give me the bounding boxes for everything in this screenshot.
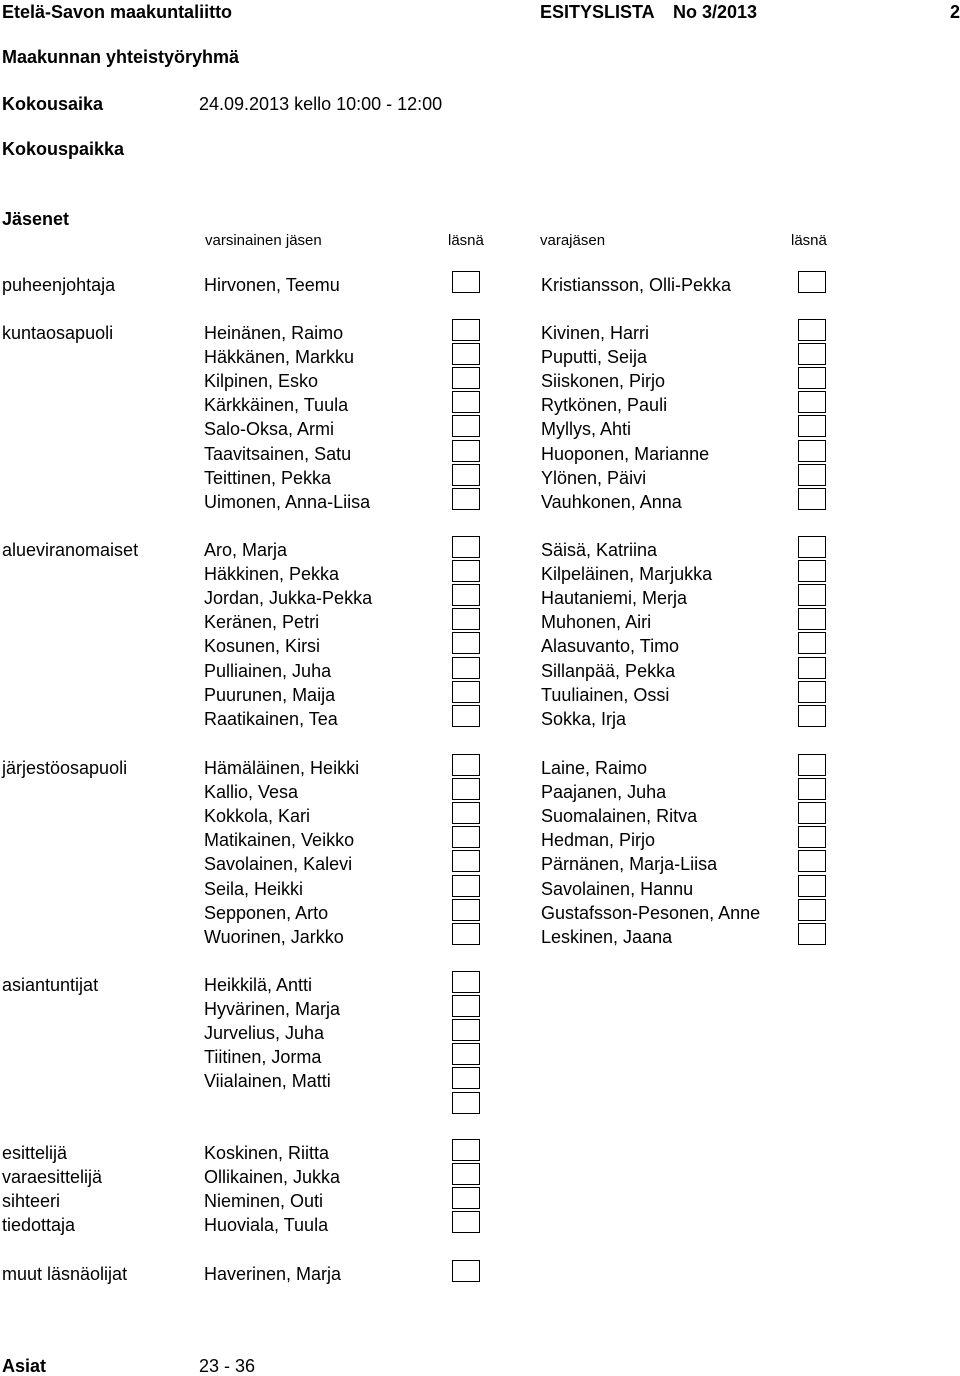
member-name: Taavitsainen, Satu <box>204 443 352 464</box>
meeting-time-label: Kokousaika <box>2 94 104 114</box>
deputy-present-checkbox[interactable] <box>798 681 826 703</box>
deputy-name: Vauhkonen, Anna <box>541 491 682 512</box>
col-header-deputy: varajäsen <box>540 232 606 249</box>
deputy-name: Muhonen, Airi <box>541 612 652 633</box>
deputy-present-checkbox[interactable] <box>798 343 826 365</box>
deputy-present-checkbox[interactable] <box>798 271 826 293</box>
member-name: Salo-Oksa, Armi <box>204 419 335 440</box>
deputy-name: Hedman, Pirjo <box>541 830 656 851</box>
deputy-name: Huoponen, Marianne <box>541 443 710 464</box>
deputy-name: Rytkönen, Pauli <box>541 395 668 416</box>
staff-present-checkbox[interactable] <box>452 1163 480 1185</box>
member-present-checkbox[interactable] <box>452 681 480 703</box>
col-header-present-deputy: läsnä <box>791 232 827 249</box>
member-present-checkbox[interactable] <box>452 464 480 486</box>
member-name: Hämäläinen, Heikki <box>204 758 360 778</box>
deputy-present-checkbox[interactable] <box>798 899 826 921</box>
deputy-name: Säisä, Katriina <box>541 540 658 560</box>
deputy-name: Puputti, Seija <box>541 347 648 368</box>
member-present-checkbox[interactable] <box>452 1092 480 1114</box>
member-present-checkbox[interactable] <box>452 584 480 606</box>
deputy-name: Savolainen, Hannu <box>541 878 694 899</box>
deputy-present-checkbox[interactable] <box>798 778 826 800</box>
staff-present-checkbox[interactable] <box>452 1187 480 1209</box>
member-present-checkbox[interactable] <box>452 899 480 921</box>
member-name: Hyvärinen, Marja <box>204 999 341 1020</box>
member-present-checkbox[interactable] <box>452 415 480 437</box>
member-name: Heikkilä, Antti <box>204 975 313 995</box>
deputy-present-checkbox[interactable] <box>798 319 826 341</box>
page-number: 2 <box>950 2 960 22</box>
meeting-place-label: Kokouspaikka <box>2 139 125 159</box>
deputy-name: Suomalainen, Ritva <box>541 806 698 827</box>
deputy-name: Paajanen, Juha <box>541 782 667 803</box>
deputy-present-checkbox[interactable] <box>798 536 826 558</box>
staff-role: varaesittelijä <box>2 1167 103 1188</box>
member-name: Häkkinen, Pekka <box>204 564 340 585</box>
group-label: alueviranomaiset <box>2 540 139 560</box>
member-present-checkbox[interactable] <box>452 923 480 945</box>
member-present-checkbox[interactable] <box>452 778 480 800</box>
member-name: Kosunen, Kirsi <box>204 636 321 657</box>
deputy-present-checkbox[interactable] <box>798 826 826 848</box>
member-present-checkbox[interactable] <box>452 632 480 654</box>
deputy-present-checkbox[interactable] <box>798 632 826 654</box>
deputy-present-checkbox[interactable] <box>798 584 826 606</box>
member-present-checkbox[interactable] <box>452 271 480 293</box>
deputy-present-checkbox[interactable] <box>798 608 826 630</box>
member-present-checkbox[interactable] <box>452 657 480 679</box>
deputy-present-checkbox[interactable] <box>798 415 826 437</box>
deputy-present-checkbox[interactable] <box>798 657 826 679</box>
group-label: kuntaosapuoli <box>2 323 114 343</box>
others-name: Haverinen, Marja <box>204 1264 342 1284</box>
member-name: Teittinen, Pekka <box>204 467 332 488</box>
member-present-checkbox[interactable] <box>452 536 480 558</box>
col-header-member: varsinainen jäsen <box>205 232 322 249</box>
group-label: puheenjohtaja <box>2 275 116 295</box>
staff-role: esittelijä <box>2 1143 68 1163</box>
member-present-checkbox[interactable] <box>452 319 480 341</box>
deputy-present-checkbox[interactable] <box>798 875 826 897</box>
org-name: Etelä-Savon maakuntaliitto <box>2 2 233 22</box>
deputy-name: Ylönen, Päivi <box>541 467 647 488</box>
member-present-checkbox[interactable] <box>452 1043 480 1065</box>
deputy-name: Hautaniemi, Merja <box>541 588 688 609</box>
topics-range: 23 - 36 <box>199 1356 256 1376</box>
deputy-name: Kivinen, Harri <box>541 323 650 343</box>
deputy-present-checkbox[interactable] <box>798 391 826 413</box>
member-name: Keränen, Petri <box>204 612 320 633</box>
member-name: Kärkkäinen, Tuula <box>204 395 349 416</box>
others-label: muut läsnäolijat <box>2 1264 128 1284</box>
deputy-present-checkbox[interactable] <box>798 488 826 510</box>
deputy-name: Kilpeläinen, Marjukka <box>541 564 713 585</box>
staff-present-checkbox[interactable] <box>452 1139 480 1161</box>
member-name: Pulliainen, Juha <box>204 660 332 681</box>
member-name: Aro, Marja <box>204 540 288 560</box>
deputy-present-checkbox[interactable] <box>798 464 826 486</box>
deputy-present-checkbox[interactable] <box>798 802 826 824</box>
member-present-checkbox[interactable] <box>452 826 480 848</box>
deputy-present-checkbox[interactable] <box>798 850 826 872</box>
member-present-checkbox[interactable] <box>452 802 480 824</box>
member-name: Seila, Heikki <box>204 878 304 899</box>
deputy-name: Tuuliainen, Ossi <box>541 684 670 705</box>
staff-name: Koskinen, Riitta <box>204 1143 330 1163</box>
member-name: Sepponen, Arto <box>204 902 329 923</box>
member-name: Savolainen, Kalevi <box>204 854 353 875</box>
deputy-name: Siiskonen, Pirjo <box>541 371 666 392</box>
deputy-present-checkbox[interactable] <box>798 367 826 389</box>
member-present-checkbox[interactable] <box>452 971 480 993</box>
deputy-present-checkbox[interactable] <box>798 754 826 776</box>
deputy-name: Myllys, Ahti <box>541 419 632 440</box>
group-label: asiantuntijat <box>2 975 99 995</box>
topics-label: Asiat <box>2 1356 47 1376</box>
member-name: Hirvonen, Teemu <box>204 275 340 295</box>
staff-name: Ollikainen, Jukka <box>204 1167 341 1188</box>
deputy-present-checkbox[interactable] <box>798 440 826 462</box>
deputy-name: Alasuvanto, Timo <box>541 636 680 657</box>
deputy-name: Leskinen, Jaana <box>541 926 673 947</box>
member-name: Kallio, Vesa <box>204 782 299 803</box>
member-name: Wuorinen, Jarkko <box>204 926 344 947</box>
meeting-time-value: 24.09.2013 kello 10:00 - 12:00 <box>199 94 443 114</box>
staff-name: Huoviala, Tuula <box>204 1215 329 1236</box>
staff-role: sihteeri <box>2 1191 61 1212</box>
member-name: Uimonen, Anna-Liisa <box>204 491 371 512</box>
member-present-checkbox[interactable] <box>452 560 480 582</box>
member-present-checkbox[interactable] <box>452 1067 480 1089</box>
doc-title: ESITYSLISTA <box>540 2 655 22</box>
staff-name: Nieminen, Outi <box>204 1191 324 1212</box>
attendance-checkbox[interactable] <box>452 1260 480 1282</box>
staff-role: tiedottaja <box>2 1215 76 1236</box>
member-name: Heinänen, Raimo <box>204 323 344 343</box>
group-label: järjestöosapuoli <box>2 758 128 778</box>
member-name: Matikainen, Veikko <box>204 830 355 851</box>
deputy-name: Gustafsson-Pesonen, Anne <box>541 902 761 923</box>
member-name: Jordan, Jukka-Pekka <box>204 588 373 609</box>
member-present-checkbox[interactable] <box>452 488 480 510</box>
members-heading: Jäsenet <box>2 209 70 229</box>
deputy-present-checkbox[interactable] <box>798 705 826 727</box>
deputy-present-checkbox[interactable] <box>798 560 826 582</box>
col-header-present: läsnä <box>448 232 484 249</box>
member-present-checkbox[interactable] <box>452 875 480 897</box>
member-present-checkbox[interactable] <box>452 754 480 776</box>
deputy-name: Laine, Raimo <box>541 758 648 778</box>
member-name: Häkkänen, Markku <box>204 347 355 368</box>
member-present-checkbox[interactable] <box>452 705 480 727</box>
member-present-checkbox[interactable] <box>452 608 480 630</box>
deputy-present-checkbox[interactable] <box>798 923 826 945</box>
member-present-checkbox[interactable] <box>452 391 480 413</box>
member-present-checkbox[interactable] <box>452 343 480 365</box>
member-name: Kilpinen, Esko <box>204 371 319 392</box>
member-present-checkbox[interactable] <box>452 1019 480 1041</box>
member-name: Kokkola, Kari <box>204 806 311 827</box>
deputy-name: Kristiansson, Olli-Pekka <box>541 275 732 295</box>
group-name: Maakunnan yhteistyöryhmä <box>2 47 240 67</box>
member-name: Jurvelius, Juha <box>204 1023 325 1044</box>
member-name: Viialainen, Matti <box>204 1071 331 1092</box>
deputy-name: Sokka, Irja <box>541 708 627 729</box>
member-name: Puurunen, Maija <box>204 684 336 705</box>
member-present-checkbox[interactable] <box>452 995 480 1017</box>
staff-present-checkbox[interactable] <box>452 1211 480 1233</box>
member-name: Raatikainen, Tea <box>204 708 338 729</box>
member-present-checkbox[interactable] <box>452 440 480 462</box>
member-present-checkbox[interactable] <box>452 850 480 872</box>
member-present-checkbox[interactable] <box>452 367 480 389</box>
deputy-name: Sillanpää, Pekka <box>541 660 676 681</box>
doc-number: No 3/2013 <box>673 2 758 22</box>
member-name: Tiitinen, Jorma <box>204 1047 322 1068</box>
deputy-name: Pärnänen, Marja-Liisa <box>541 854 718 875</box>
